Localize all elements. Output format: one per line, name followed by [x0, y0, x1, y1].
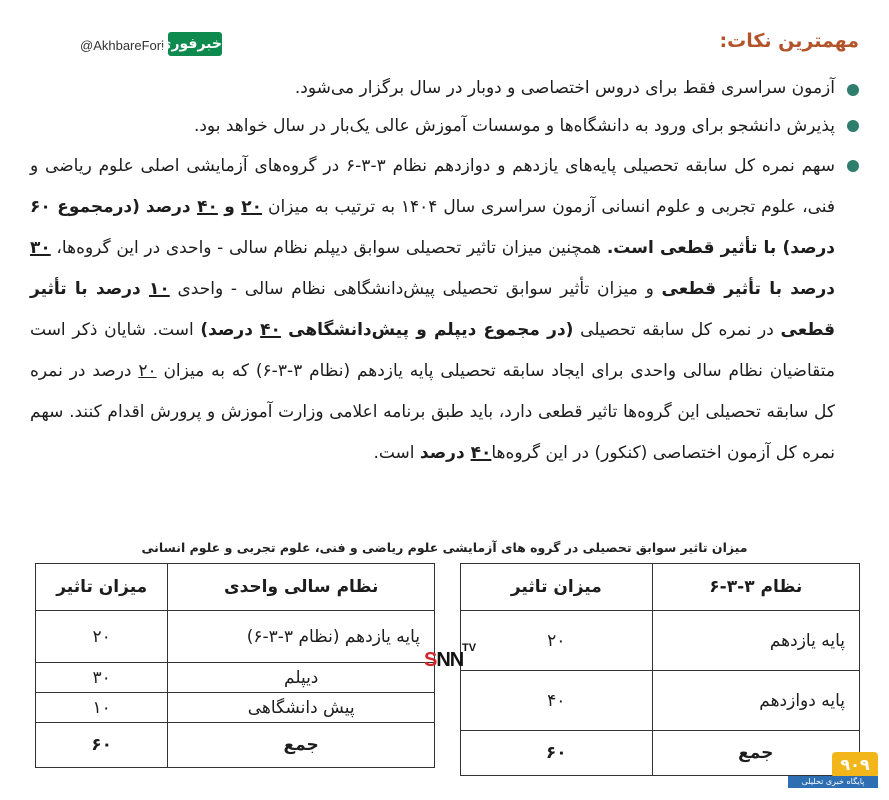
header-impact: میزان تاثیر	[36, 564, 168, 611]
b3-s8: است. شایان ذکر است متقاضیان نظام سالی واحدی برای ایجاد سابقه تحصیلی پایه یازدهم (نظام ۳-۳-۶) که به میزان	[30, 320, 835, 381]
total-label: جمع	[652, 731, 859, 776]
snn-nn: NN	[436, 649, 464, 671]
bullet-item-2	[30, 106, 861, 146]
total-value: ۶۰	[461, 731, 653, 776]
header-system: نظام سالی واحدی	[168, 564, 435, 611]
b3-total: (درمجموع ۶۰ درصد) با تأثیر قطعی است.	[30, 197, 836, 258]
b3-40b-end: درصد	[419, 443, 471, 463]
b3-20: ۲۰	[241, 197, 263, 217]
header-impact: میزان تاثیر	[461, 564, 653, 611]
b3-sum40: ۴۰	[260, 320, 281, 340]
table-row	[36, 693, 435, 723]
b3-sum: (در مجموع دیپلم و پیش‌دانشگاهی	[280, 320, 574, 340]
table-header-row	[461, 564, 860, 611]
snn-tv-watermark	[424, 642, 477, 671]
bullet-item-3	[30, 146, 861, 474]
b3-s10: است.	[373, 443, 420, 463]
bullet-dot-icon	[847, 84, 859, 96]
table-row	[36, 611, 435, 663]
b3-10b: درصد با تأثیر قطعی	[30, 279, 836, 340]
bullet-item-1	[30, 70, 861, 106]
top-bar	[0, 28, 889, 62]
b3-30b: درصد با تأثیر قطعی	[661, 279, 835, 299]
bullet-text-2: پذیرش دانشجو برای ورود به دانشگاه‌ها و موسسات آموزش عالی یک‌بار در سال خواهد بود.	[193, 116, 835, 136]
b3-40b: ۴۰	[470, 443, 492, 463]
table-caption: میزان تاثیر سوابق تحصیلی در گروه های آزمایشی علوم ریاضی و فنی، علوم تجربی و علوم انسانی	[141, 540, 748, 555]
b3-30: ۳۰	[30, 238, 51, 258]
b3-s9: درصد در نمره کل سابقه تحصیلی این گروه‌ها تاثیر قطعی دارد، باید طبق برنامه اعلامی وزارت آموزش و پرورش اقدام کنند. سهم نمره کل آزمون اختصاصی (کنکور) در این گروه‌ها	[30, 361, 835, 463]
b3-s3: درصد	[145, 197, 198, 217]
b3-s7: در نمره کل سابقه تحصیلی	[573, 320, 781, 340]
b3-20b: ۲۰	[138, 361, 157, 381]
table-row	[36, 663, 435, 693]
table-row	[461, 671, 860, 731]
row-label: دیپلم	[168, 663, 435, 693]
total-value: ۶۰	[36, 723, 168, 768]
b3-s6: و میزان تأثیر سوابق تحصیلی پیش‌دانشگاهی نظام سالی - واحدی	[169, 279, 662, 299]
akhbare-fori-logo: خبرفوری	[168, 32, 222, 56]
snn-tv: TV	[462, 642, 477, 654]
brand-subtitle: پایگاه خبری تحلیلی	[788, 776, 878, 788]
row-label: پایه دوازدهم	[652, 671, 859, 731]
b3-40: ۴۰	[197, 197, 218, 217]
row-label: پیش دانشگاهی	[168, 693, 435, 723]
page-title: مهمترین نکات:	[719, 30, 859, 52]
table-336-system	[460, 563, 860, 776]
row-value: ۱۰	[36, 693, 168, 723]
snn-s: S	[424, 649, 437, 671]
table-row	[461, 611, 860, 671]
b3-sum-end: درصد)	[200, 320, 261, 340]
b3-s1: سهم نمره کل سابقه تحصیلی پایه‌های یازدهم و دوازدهم نظام ۳-۳-۶ در گروه‌های آزمایشی اصلی علوم ریاضی و فنی، علوم تجربی و علوم انسانی آزمون سراسری سال ۱۴۰۴ به ترتیب به میزان	[30, 156, 836, 217]
total-label: جمع	[168, 723, 435, 768]
row-label: پایه یازدهم	[652, 611, 859, 671]
row-value: ۲۰	[36, 611, 168, 663]
row-value: ۲۰	[461, 611, 653, 671]
notes-content	[30, 70, 861, 474]
bullet-text-1: آزمون سراسری فقط برای دروس اختصاصی و دوبار در سال برگزار می‌شود.	[294, 78, 835, 98]
bullet-dot-icon	[847, 160, 859, 172]
b3-10: ۱۰	[148, 279, 170, 299]
social-handle: @AkhbareFori	[80, 38, 165, 53]
header-system: نظام ۳-۳-۶	[652, 564, 859, 611]
row-value: ۳۰	[36, 663, 168, 693]
b3-s5: همچنین میزان تاثیر تحصیلی سوابق دیپلم نظام سالی - واحدی در این گروه‌ها،	[50, 238, 607, 258]
table-header-row	[36, 564, 435, 611]
table-total-row	[36, 723, 435, 768]
bullet-dot-icon	[847, 120, 859, 132]
b3-s2: و	[217, 197, 242, 217]
row-value: ۴۰	[461, 671, 653, 731]
brand-mark: ۹۰۹	[832, 752, 878, 778]
brand-logo	[780, 750, 880, 790]
row-label: پایه یازدهم (نظام ۳-۳-۶)	[168, 611, 435, 663]
table-yearly-unit-system	[35, 563, 435, 768]
